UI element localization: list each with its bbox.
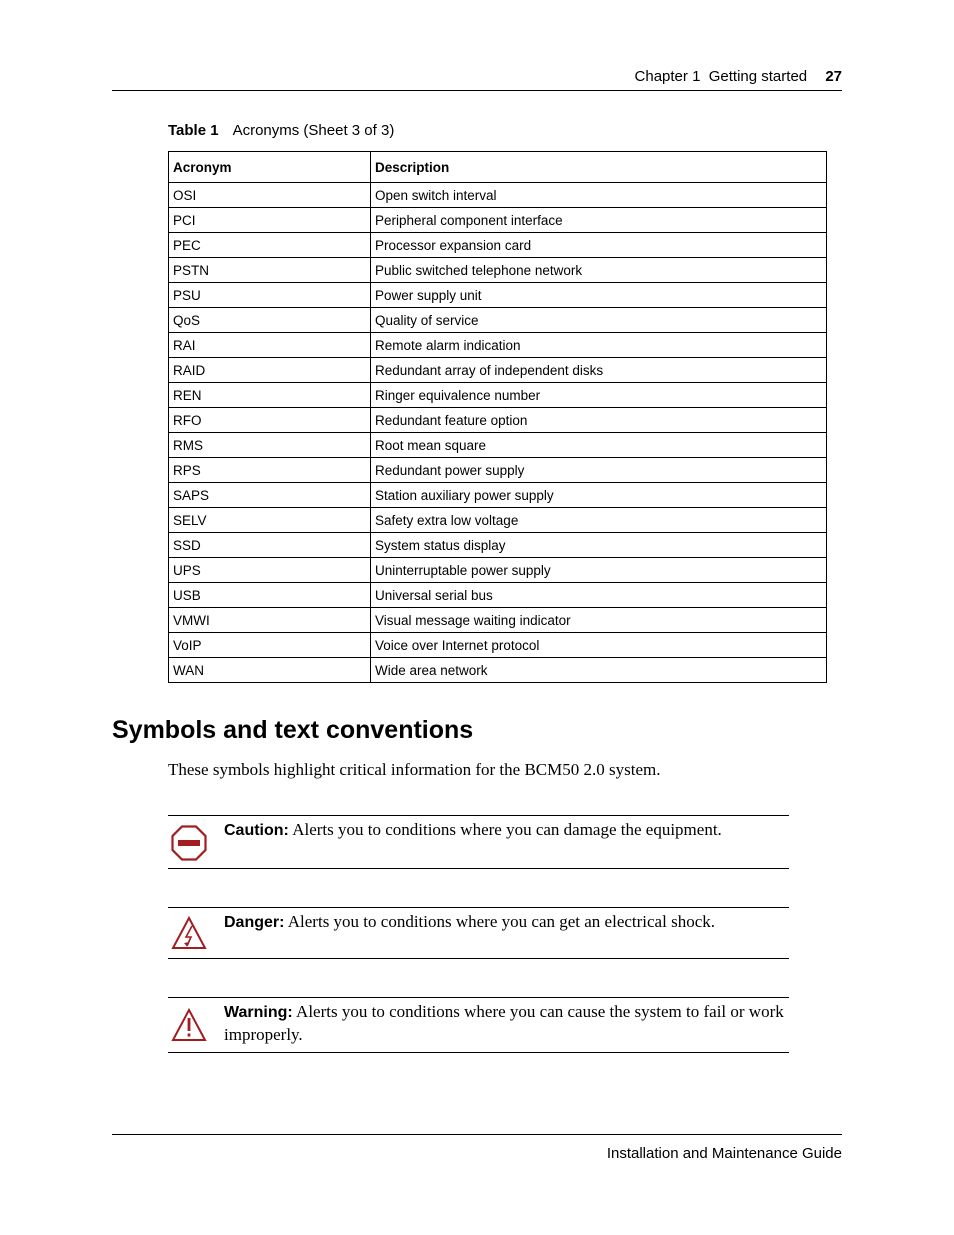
warning-keyword: Warning: xyxy=(224,1004,293,1021)
acronym-cell: UPS xyxy=(169,558,371,583)
table-row xyxy=(169,383,827,408)
table-row xyxy=(169,233,827,258)
description-cell: Universal serial bus xyxy=(371,583,827,608)
warning-text: Alerts you to conditions where you can cause the system to fail or work improperly. xyxy=(224,1002,784,1044)
table-row xyxy=(169,283,827,308)
footer-rule xyxy=(112,1134,842,1135)
table-row xyxy=(169,533,827,558)
table-row xyxy=(169,658,827,683)
acronym-cell: RAID xyxy=(169,358,371,383)
description-cell: Open switch interval xyxy=(371,183,827,208)
table-header-row xyxy=(169,152,827,183)
table-row xyxy=(169,258,827,283)
caution-notice xyxy=(168,815,789,869)
table-row xyxy=(169,583,827,608)
table-caption-label: Table 1 xyxy=(168,122,219,139)
table-row xyxy=(169,508,827,533)
header-rule xyxy=(112,90,842,91)
description-cell: Wide area network xyxy=(371,658,827,683)
table-row xyxy=(169,208,827,233)
acronym-cell: PSTN xyxy=(169,258,371,283)
description-cell: Visual message waiting indicator xyxy=(371,608,827,633)
acronym-cell: WAN xyxy=(169,658,371,683)
acronym-cell: SSD xyxy=(169,533,371,558)
acronym-cell: PEC xyxy=(169,233,371,258)
table-row xyxy=(169,558,827,583)
acronym-cell: VMWI xyxy=(169,608,371,633)
table-row xyxy=(169,433,827,458)
description-cell: Redundant array of independent disks xyxy=(371,358,827,383)
description-cell: Peripheral component interface xyxy=(371,208,827,233)
description-cell: Uninterruptable power supply xyxy=(371,558,827,583)
description-cell: Remote alarm indication xyxy=(371,333,827,358)
description-cell: Redundant feature option xyxy=(371,408,827,433)
description-cell: Station auxiliary power supply xyxy=(371,483,827,508)
acronym-cell: OSI xyxy=(169,183,371,208)
table-row xyxy=(169,483,827,508)
description-cell: Safety extra low voltage xyxy=(371,508,827,533)
warning-notice xyxy=(168,997,789,1053)
acronym-cell: REN xyxy=(169,383,371,408)
acronym-cell: VoIP xyxy=(169,633,371,658)
description-cell: Power supply unit xyxy=(371,283,827,308)
stop-sign-icon xyxy=(171,825,207,861)
table-row xyxy=(169,608,827,633)
description-cell: Public switched telephone network xyxy=(371,258,827,283)
table-caption-title: Acronyms (Sheet 3 of 3) xyxy=(232,122,395,139)
description-cell: Quality of service xyxy=(371,308,827,333)
footer-title: Installation and Maintenance Guide xyxy=(606,1145,842,1162)
table-row xyxy=(169,408,827,433)
table-row xyxy=(169,333,827,358)
acronym-cell: QoS xyxy=(169,308,371,333)
column-header-acronym: Acronym xyxy=(169,152,371,183)
danger-text: Alerts you to conditions where you can get an electrical shock. xyxy=(287,912,715,931)
table-caption xyxy=(168,122,394,139)
description-cell: Voice over Internet protocol xyxy=(371,633,827,658)
caution-keyword: Caution: xyxy=(224,822,289,839)
description-cell: Root mean square xyxy=(371,433,827,458)
exclamation-triangle-icon xyxy=(171,1008,207,1042)
page-header xyxy=(635,68,842,85)
acronym-cell: PCI xyxy=(169,208,371,233)
chapter-title: Chapter 1 Getting started xyxy=(634,68,808,85)
table-row xyxy=(169,458,827,483)
danger-notice xyxy=(168,907,789,959)
acronym-cell: PSU xyxy=(169,283,371,308)
danger-keyword: Danger: xyxy=(224,914,285,931)
page-number: 27 xyxy=(825,68,842,85)
acronym-cell: SAPS xyxy=(169,483,371,508)
acronym-cell: RFO xyxy=(169,408,371,433)
section-intro: These symbols highlight critical information for the BCM50 2.0 system. xyxy=(168,760,661,779)
table-row xyxy=(169,183,827,208)
acronym-cell: USB xyxy=(169,583,371,608)
acronym-cell: RMS xyxy=(169,433,371,458)
description-cell: Redundant power supply xyxy=(371,458,827,483)
acronym-cell: RPS xyxy=(169,458,371,483)
acronym-table xyxy=(168,151,827,683)
description-cell: Ringer equivalence number xyxy=(371,383,827,408)
column-header-description: Description xyxy=(371,152,827,183)
acronym-cell: RAI xyxy=(169,333,371,358)
lightning-triangle-icon xyxy=(171,916,207,950)
table-row xyxy=(169,308,827,333)
caution-text: Alerts you to conditions where you can damage the equipment. xyxy=(292,820,722,839)
description-cell: System status display xyxy=(371,533,827,558)
acronym-cell: SELV xyxy=(169,508,371,533)
table-row xyxy=(169,633,827,658)
description-cell: Processor expansion card xyxy=(371,233,827,258)
section-title: Symbols and text conventions xyxy=(112,716,474,744)
table-row xyxy=(169,358,827,383)
